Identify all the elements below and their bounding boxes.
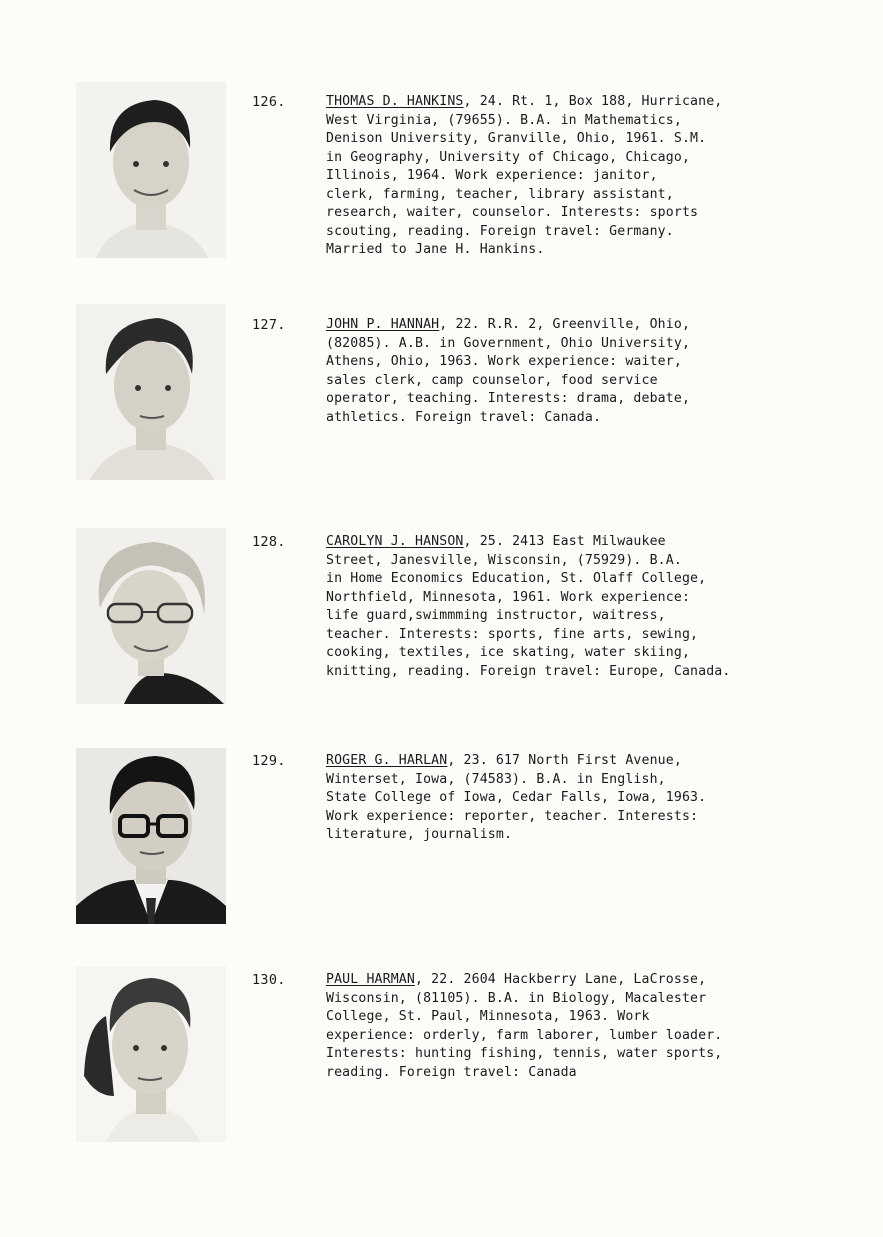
entry-line: sales clerk, camp counselor, food service [326, 372, 658, 388]
entry-number: 129. [252, 753, 286, 769]
entry-line: , 25. 2413 East Milwaukee [463, 534, 666, 549]
entry-line: Illinois, 1964. Work experience: janitor, [326, 168, 658, 183]
entry-number: 126. [252, 94, 286, 110]
entry-text [326, 971, 796, 1082]
entry-line: Denison University, Granville, Ohio, 1961. S.M. [326, 131, 707, 146]
entry-line: , 24. Rt. 1, Box 188, Hurricane, [463, 94, 723, 109]
entry-line: research, waiter, counselor. Interests: sports [326, 205, 699, 220]
entry-line: experience: orderly, farm laborer, lumber loader. [326, 1027, 723, 1043]
entry-line: State College of Iowa, Cedar Falls, Iowa, 1963. [326, 790, 707, 805]
entry-line: Street, Janesville, Wisconsin, (75929). B.A. [326, 552, 682, 568]
entry-line: College, St. Paul, Minnesota, 1963. Work [326, 1009, 650, 1024]
entry-line: , 22. R.R. 2, Greenville, Ohio, [439, 317, 691, 332]
student-photo [76, 748, 226, 924]
entry-line: cooking, textiles, ice skating, water skiing, [326, 645, 691, 660]
entry-line: athletics. Foreign travel: Canada. [326, 409, 602, 425]
student-photo [76, 82, 226, 258]
student-photo [76, 528, 226, 704]
entry-line: (82085). A.B. in Government, Ohio University, [326, 335, 691, 351]
student-photo [76, 304, 226, 480]
entry-line: , 22. 2604 Hackberry Lane, LaCrosse, [415, 972, 707, 987]
entry-line: in Home Economics Education, St. Olaff College, [326, 571, 707, 586]
entry-line: Winterset, Iowa, (74583). B.A. in English, [326, 771, 666, 787]
entry-text [326, 752, 796, 845]
entry-line: Work experience: reporter, teacher. Interests: [326, 808, 699, 824]
entry-number: 127. [252, 317, 286, 333]
entry-line: Wisconsin, (81105). B.A. in Biology, Macalester [326, 990, 707, 1006]
entry-number: 130. [252, 972, 286, 988]
entry-line: clerk, farming, teacher, library assistant, [326, 186, 674, 202]
entry-line: , 23. 617 North First Avenue, [447, 753, 682, 768]
entry-line: teacher. Interests: sports, fine arts, sewing, [326, 626, 699, 642]
entry-line: life guard,swimmming instructor, waitress, [326, 608, 666, 623]
entry-line: scouting, reading. Foreign travel: Germany. [326, 223, 674, 239]
student-name: THOMAS D. HANKINS [326, 94, 464, 109]
student-photo [76, 966, 226, 1142]
entry-line: in Geography, University of Chicago, Chicago, [326, 149, 691, 165]
entry-text [326, 316, 796, 427]
student-name: JOHN P. HANNAH [326, 317, 440, 332]
entry-line: Northfield, Minnesota, 1961. Work experience: [326, 589, 691, 605]
entry-line: knitting, reading. Foreign travel: Europe, Canada. [326, 663, 731, 679]
entry-line: literature, journalism. [326, 827, 513, 842]
entry-text [326, 533, 796, 681]
entry-text [326, 93, 796, 260]
student-name: ROGER G. HARLAN [326, 753, 448, 768]
entry-line: reading. Foreign travel: Canada [326, 1064, 577, 1080]
student-name: PAUL HARMAN [326, 972, 415, 987]
entry-line: West Virginia, (79655). B.A. in Mathematics, [326, 112, 682, 128]
entry-number: 128. [252, 534, 286, 550]
entry-line: operator, teaching. Interests: drama, debate, [326, 391, 691, 406]
entry-line: Athens, Ohio, 1963. Work experience: waiter, [326, 354, 682, 369]
entry-line: Interests: hunting fishing, tennis, water sports, [326, 1046, 723, 1061]
entry-line: Married to Jane H. Hankins. [326, 242, 545, 257]
student-name: CAROLYN J. HANSON [326, 534, 464, 549]
